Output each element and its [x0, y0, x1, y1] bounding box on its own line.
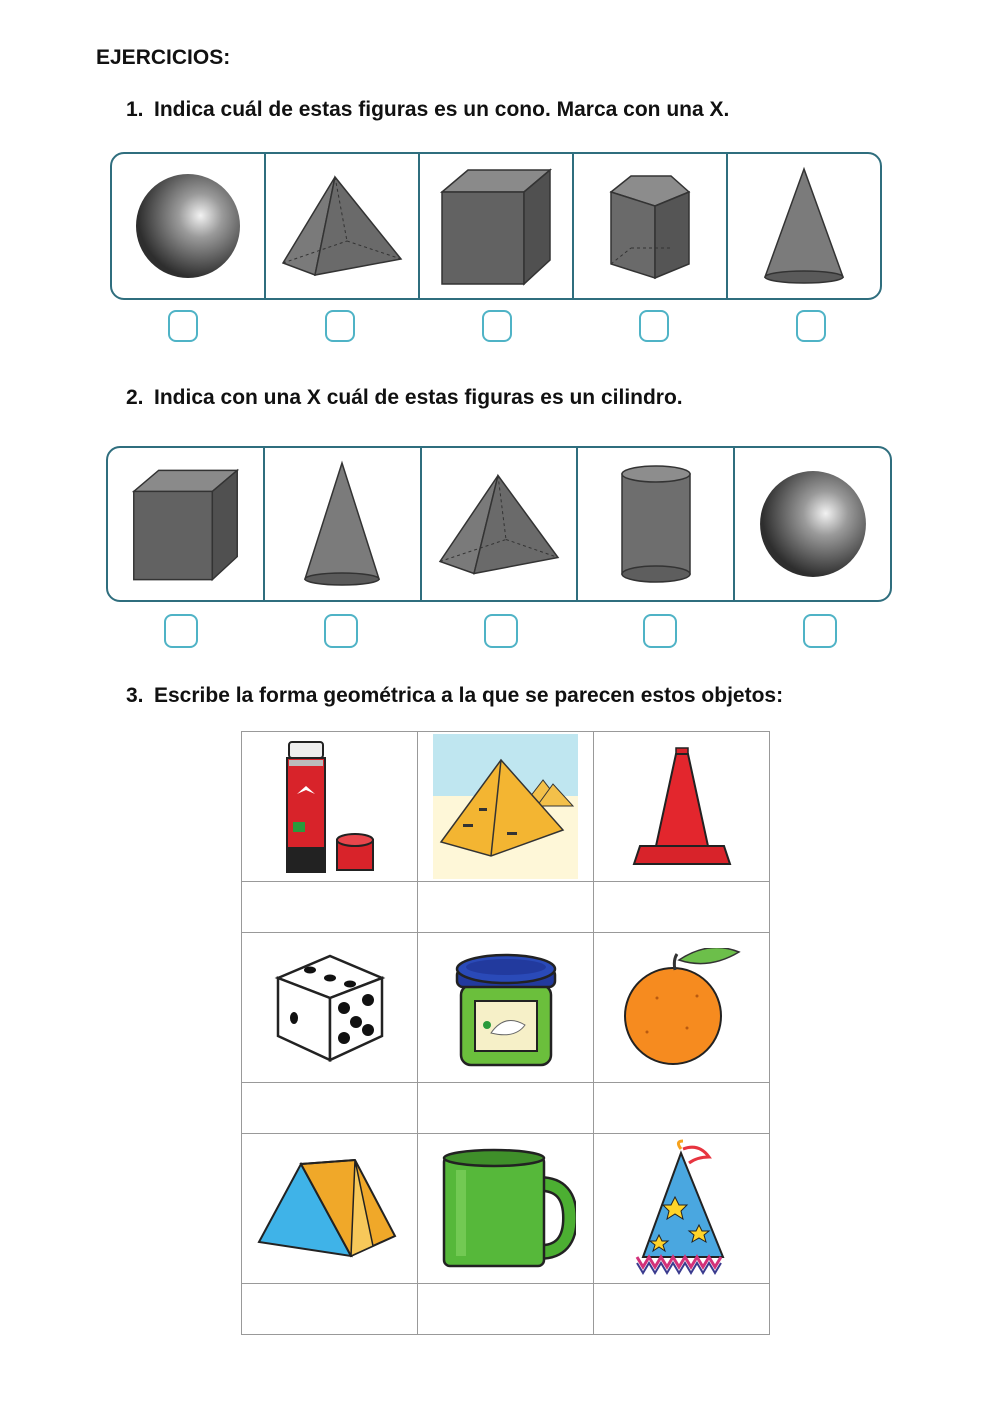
- cone-icon: [759, 165, 849, 287]
- question-2-text: Indica con una X cuál de estas figuras es un cilindro.: [154, 386, 683, 409]
- question-2: [126, 386, 683, 410]
- ex2-cell-sphere: [735, 448, 890, 600]
- sphere-icon: [757, 468, 869, 580]
- cube-icon: [436, 164, 556, 289]
- page-heading: EJERCICIOS:: [96, 46, 231, 69]
- question-1: [126, 98, 729, 122]
- question-1-text: Indica cuál de estas figuras es un cono. Marca con una X.: [154, 98, 730, 121]
- exercise-1-shapes: [110, 152, 882, 300]
- answer-input-traffic-cone[interactable]: [600, 888, 764, 926]
- mug-icon: [436, 1144, 576, 1274]
- object-cell-mug: [418, 1134, 594, 1284]
- objects-image-row-1: [242, 732, 770, 882]
- sphere-icon: [133, 171, 243, 281]
- object-cell-orange: [594, 933, 770, 1083]
- object-cell-party-hat: [594, 1134, 770, 1284]
- answer-cell-party-hat[interactable]: [594, 1284, 770, 1335]
- answer-cell-glue-stick[interactable]: [242, 882, 418, 933]
- ex2-checkbox-1[interactable]: [164, 614, 198, 648]
- pyramids-icon: [433, 734, 578, 879]
- object-cell-jar: [418, 933, 594, 1083]
- glue-stick-icon: [275, 736, 385, 878]
- ex1-checkbox-4[interactable]: [639, 310, 669, 342]
- ex2-cell-cone: [265, 448, 422, 600]
- cone-icon: [297, 459, 387, 589]
- answer-cell-dice[interactable]: [242, 1083, 418, 1134]
- pyramid-icon: [277, 171, 407, 281]
- object-cell-traffic-cone: [594, 732, 770, 882]
- answer-input-party-hat[interactable]: [600, 1290, 764, 1328]
- answer-input-mug[interactable]: [424, 1290, 588, 1328]
- ex2-cell-cube: [108, 448, 265, 600]
- ex1-cell-pyramid: [266, 154, 420, 298]
- answer-cell-jar[interactable]: [418, 1083, 594, 1134]
- answers-row-2: [242, 1083, 770, 1134]
- cylinder-icon: [616, 462, 696, 587]
- jar-icon: [451, 943, 561, 1073]
- cube-icon: [128, 462, 243, 587]
- ex2-checkbox-2[interactable]: [324, 614, 358, 648]
- answer-input-orange[interactable]: [600, 1089, 764, 1127]
- ex1-cell-cube: [420, 154, 574, 298]
- orange-icon: [617, 948, 747, 1068]
- pentagonal-prism-icon: [605, 170, 695, 282]
- ex2-checkbox-5[interactable]: [803, 614, 837, 648]
- objects-image-row-3: [242, 1134, 770, 1284]
- ex2-checkbox-3[interactable]: [484, 614, 518, 648]
- question-1-number: 1.: [126, 98, 144, 121]
- question-3-number: 3.: [126, 684, 144, 707]
- object-cell-pyramids: [418, 732, 594, 882]
- tent-icon: [255, 1154, 405, 1264]
- object-cell-glue-stick: [242, 732, 418, 882]
- answer-cell-pyramids[interactable]: [418, 882, 594, 933]
- question-2-number: 2.: [126, 386, 144, 409]
- ex2-checkbox-4[interactable]: [643, 614, 677, 648]
- ex1-checkbox-5[interactable]: [796, 310, 826, 342]
- answer-input-dice[interactable]: [248, 1089, 412, 1127]
- answer-input-glue-stick[interactable]: [248, 888, 412, 926]
- question-3-text: Escribe la forma geométrica a la que se parecen estos objetos:: [154, 684, 784, 707]
- ex1-checkbox-2[interactable]: [325, 310, 355, 342]
- party-hat-icon: [627, 1139, 737, 1279]
- object-cell-tent: [242, 1134, 418, 1284]
- pyramid-icon: [434, 467, 564, 582]
- ex1-checkbox-3[interactable]: [482, 310, 512, 342]
- objects-image-row-2: [242, 933, 770, 1083]
- object-cell-dice: [242, 933, 418, 1083]
- ex1-cell-cone: [728, 154, 880, 298]
- answers-row-3: [242, 1284, 770, 1335]
- ex1-cell-pentagonal-prism: [574, 154, 728, 298]
- answer-cell-mug[interactable]: [418, 1284, 594, 1335]
- question-3: [126, 684, 783, 708]
- exercise-2-shapes: [106, 446, 892, 602]
- answers-row-1: [242, 882, 770, 933]
- answer-cell-traffic-cone[interactable]: [594, 882, 770, 933]
- traffic-cone-icon: [632, 742, 732, 872]
- ex2-cell-cylinder: [578, 448, 735, 600]
- ex2-cell-pyramid: [422, 448, 579, 600]
- answer-cell-orange[interactable]: [594, 1083, 770, 1134]
- answer-input-jar[interactable]: [424, 1089, 588, 1127]
- ex1-checkbox-1[interactable]: [168, 310, 198, 342]
- answer-input-tent[interactable]: [248, 1290, 412, 1328]
- ex1-cell-sphere: [112, 154, 266, 298]
- answer-input-pyramids[interactable]: [424, 888, 588, 926]
- objects-table: [241, 731, 770, 1335]
- dice-icon: [270, 948, 390, 1068]
- answer-cell-tent[interactable]: [242, 1284, 418, 1335]
